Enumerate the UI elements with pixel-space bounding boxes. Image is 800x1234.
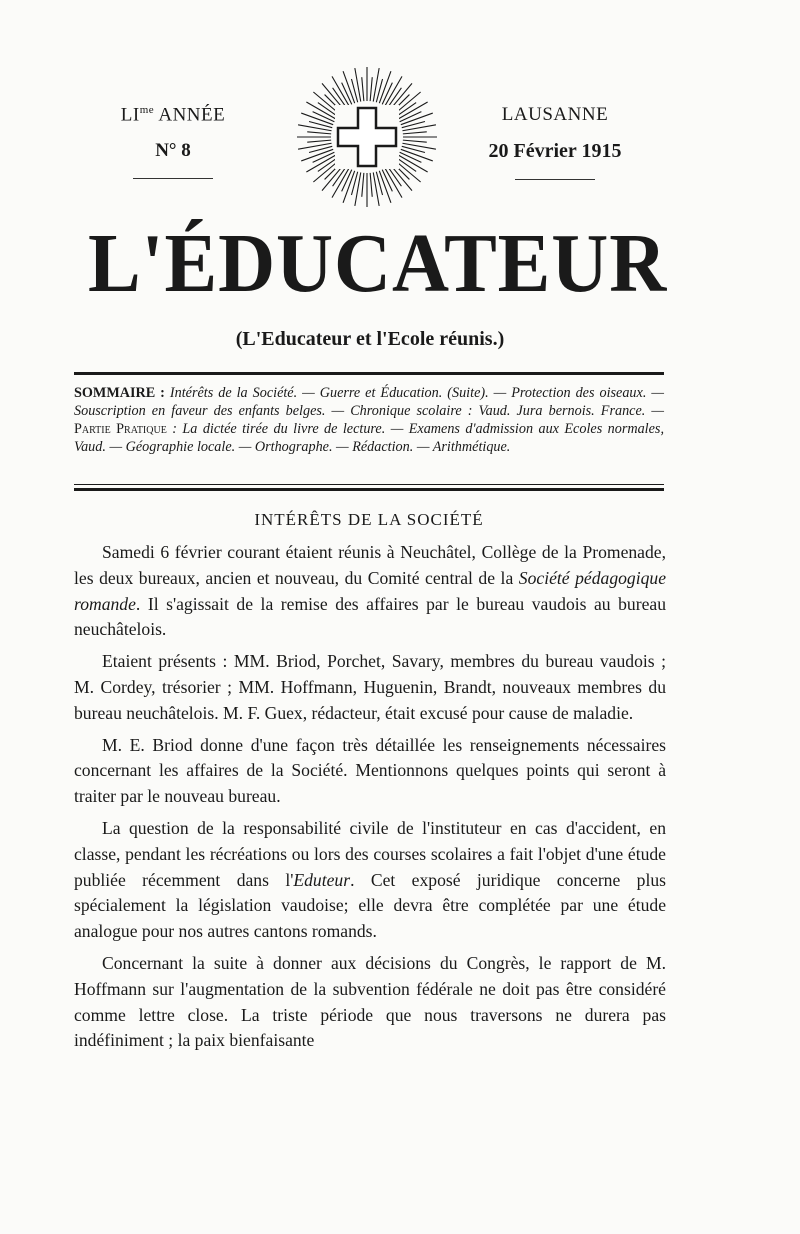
sunburst-ray bbox=[376, 79, 382, 102]
divider bbox=[133, 178, 213, 179]
sunburst-ray bbox=[351, 172, 357, 195]
sunburst-ray bbox=[362, 77, 364, 101]
paragraph: M. E. Briod donne d'une façon très détaillée les renseignements nécessaires concernant les affaires de la Société. Mentionnons quelques points qui seront à traiter par le nouveau bureau. bbox=[74, 734, 666, 807]
sunburst-ray bbox=[362, 173, 364, 197]
sunburst-ray bbox=[309, 146, 332, 152]
sunburst-ray bbox=[402, 121, 425, 127]
paragraph: Samedi 6 février courant étaient réunis à Neuchâtel, Collège de la Promenade, les deux bureaux, ancien et nouveau, du Comité central de la Société pédagogique romande. Il s'agissait de la remise des affaires par le bureau vaudois au bureau neuchâtelois. bbox=[74, 542, 667, 640]
summary-rule-thick bbox=[74, 488, 664, 491]
summary-practical-part: Partie Pratique bbox=[74, 421, 167, 437]
article-body bbox=[74, 540, 666, 1060]
table-of-contents bbox=[74, 384, 664, 456]
summary-rule-thin bbox=[74, 484, 664, 485]
sunburst-ray bbox=[370, 77, 372, 101]
sunburst-ray bbox=[403, 140, 427, 142]
city-label: LAUSANNE bbox=[501, 104, 609, 125]
section-heading: INTÉRÊTS DE LA SOCIÉTÉ bbox=[254, 510, 484, 529]
sunburst-ray bbox=[376, 172, 382, 195]
sunburst-ray bbox=[307, 132, 331, 134]
summary-text-end: : La dictée tirée du livre de lecture. — Examens d'admission aux Ecoles normales, Vaud. — Géographie locale. — Orthographe. — Rédaction. — Arithmétique. bbox=[74, 421, 664, 455]
issue-number: N° 8 bbox=[155, 140, 191, 162]
sunburst-ray bbox=[403, 132, 427, 134]
summary-text: Intérêts de la Société. — Guerre et Éducation. (Suite). — Protection des oiseaux. — Souscription en faveur des enfants belges. — Chronique scolaire : Vaud. Jura bernois. France. — bbox=[74, 385, 664, 419]
masthead-left bbox=[108, 104, 238, 179]
top-rule bbox=[74, 372, 664, 375]
paragraph: Etaient présents : MM. Briod, Porchet, Savary, membres du bureau vaudois ; M. Cordey, trésorier ; MM. Hoffmann, Huguenin, Brandt, nouveaux membres du bureau neuchâtelois. M. F. Guex, rédacteur, était excusé pour cause de maladie. bbox=[74, 651, 666, 723]
paragraph: La question de la responsabilité civile de l'instituteur en cas d'accident, en classe, pendant les récréations ou lors des courses scolaires a fait l'objet d'une étude publiée récemment dans l'Eduteur. Cet exposé juridique concerne plus spécialement la législation vaudoise; elle devra être complétée par une étude analogue pour nos autres cantons romands. bbox=[74, 817, 667, 942]
sunburst-ray bbox=[370, 173, 372, 197]
paragraph: Concernant la suite à donner aux décisions du Congrès, le rapport de M. Hoffmann sur l'augmentation de la subvention fédérale ne doit pas être considéré comme lettre close. La triste période que nous traversons ne durera pas indéfiniment ; la paix bienfaisante bbox=[74, 952, 666, 1051]
journal-subtitle: (L'Educateur et l'Ecole réunis.) bbox=[235, 328, 505, 350]
sunburst-ray bbox=[402, 146, 425, 152]
year-label: $LI^{me}$ ANNÉE bbox=[120, 104, 226, 126]
issue-date: 20 Février 1915 bbox=[488, 140, 622, 162]
sunburst-ray bbox=[307, 140, 331, 142]
swiss-cross-sunburst-icon bbox=[296, 66, 438, 208]
journal-title: L'ÉDUCATEUR bbox=[88, 217, 668, 310]
divider bbox=[515, 179, 595, 180]
masthead-right bbox=[466, 104, 644, 180]
sunburst-ray bbox=[351, 79, 357, 102]
summary-label: SOMMAIRE : bbox=[74, 385, 165, 401]
sunburst-ray bbox=[309, 121, 332, 127]
